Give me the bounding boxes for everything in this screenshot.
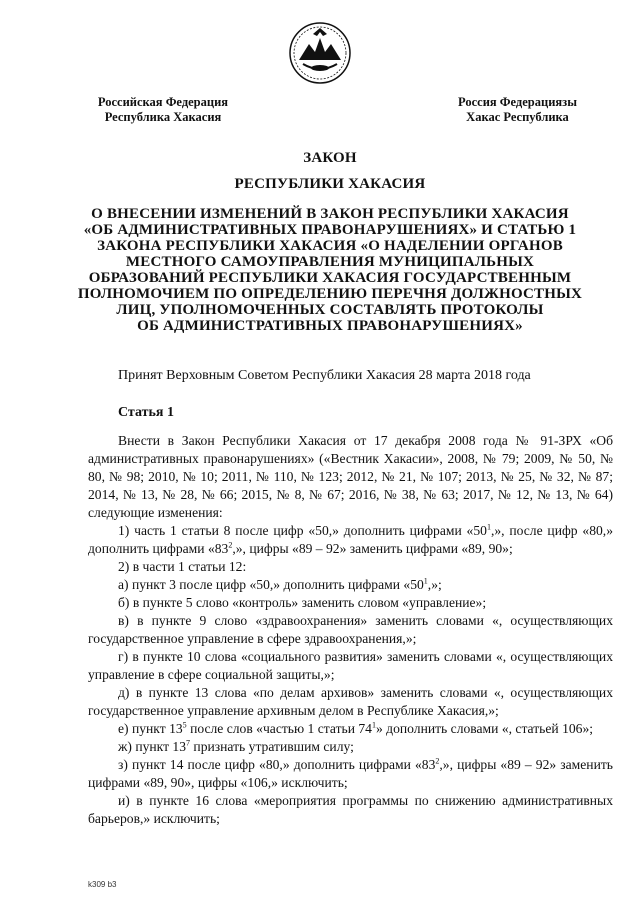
amendment-item-1 xyxy=(88,522,613,558)
subitem-i: и) в пункте 16 слова «мероприятия программы по снижению административных барьеров,» исключить; xyxy=(88,793,613,826)
text-fragment: е) пункт 13 xyxy=(118,721,183,736)
text-fragment: ,», цифры «89 – 92» заменить цифрами «89, 90», цифры «106,» исключить; xyxy=(88,757,613,790)
text-fragment: ж) пункт 13 xyxy=(118,739,187,754)
text-fragment: ,», цифры «89 – 92» заменить цифрами «89, 90»; xyxy=(232,541,513,556)
intro-paragraph: Внести в Закон Республики Хакасия от 17 декабря 2008 года № 91-ЗРХ «Об административных правонарушениях» («Вестник Хакасии», 2008, № 79; 2009, № 50, № 80, № 98; 2010, № 10; 2011, № 110, № 123; 2012, № 21, № 107; 2013, № 25, № 32, № 87; 2014, № 13, № 28, № 66; 2015, № 8, № 67; 2016, № 38, № 63; 2017, № 12, № 13, № 64) следующие изменения: xyxy=(88,433,613,520)
text-fragment: » дополнить словами «, статьей 106»; xyxy=(375,721,594,736)
law-title xyxy=(60,150,600,192)
superscript: 7 xyxy=(186,738,191,748)
document-code: k309 b3 xyxy=(88,880,117,889)
superscript: 2 xyxy=(435,756,440,766)
law-subject-line: МЕСТНОГО САМОУПРАВЛЕНИЯ МУНИЦИПАЛЬНЫХ xyxy=(125,254,535,270)
adoption-note: Принят Верховным Советом Республики Хакасия 28 марта 2018 года xyxy=(118,368,531,383)
superscript: 1 xyxy=(371,720,376,730)
superscript: 5 xyxy=(182,720,187,730)
law-title-line: РЕСПУБЛИКИ ХАКАСИЯ xyxy=(234,176,426,192)
law-subject xyxy=(60,206,600,334)
subitem-zh xyxy=(88,738,613,756)
header-country-kh: Россия Федерациязы xyxy=(458,95,577,109)
superscript: 1 xyxy=(486,522,491,532)
subitem-b: б) в пункте 5 слово «контроль» заменить словом «управление»; xyxy=(118,595,487,610)
subitem-g: г) в пункте 10 слова «социального развития» заменить словами «, осуществляющих управление в сфере социальной защиты,»; xyxy=(88,649,613,682)
law-subject-line: О ВНЕСЕНИИ ИЗМЕНЕНИЙ В ЗАКОН РЕСПУБЛИКИ ХАКАСИЯ xyxy=(91,206,569,222)
law-subject-line: ЛИЦ, УПОЛНОМОЧЕННЫХ СОСТАВЛЯТЬ ПРОТОКОЛЫ xyxy=(116,302,544,318)
header-republic-kh: Хакас Республика xyxy=(466,110,569,124)
header-left-block xyxy=(88,95,238,125)
text-fragment: ,», после цифр «80,» дополнить цифрами «83 xyxy=(88,523,613,556)
subitem-v: в) в пункте 9 слово «здравоохранения» заменить словами «, осуществляющих государственное управление в сфере здравоохранения,»; xyxy=(88,613,613,646)
text-fragment: признать утратившим силу; xyxy=(190,739,354,754)
header-republic-ru: Республика Хакасия xyxy=(104,110,222,124)
coat-of-arms-emblem xyxy=(287,20,353,86)
emblem-year-text: 1917 xyxy=(314,72,326,78)
law-subject-line: ОБ АДМИНИСТРАТИВНЫХ ПРАВОНАРУШЕНИЯХ» xyxy=(137,318,523,334)
article-body xyxy=(88,432,613,828)
subitem-z xyxy=(88,756,613,792)
law-subject-line: ОБРАЗОВАНИЙ РЕСПУБЛИКИ ХАКАСИЯ ГОСУДАРСТВЕННЫМ xyxy=(88,270,572,286)
amendment-item-2: 2) в части 1 статьи 12: xyxy=(118,559,247,574)
text-fragment: з) пункт 14 после цифр «80,» дополнить цифрами «83 xyxy=(118,757,436,772)
superscript: 1 xyxy=(423,576,428,586)
law-title-line: ЗАКОН xyxy=(303,150,357,166)
superscript: 2 xyxy=(228,540,233,550)
text-fragment: после слов «частью 1 статьи 74 xyxy=(186,721,372,736)
header-country-ru: Российская Федерация xyxy=(97,95,229,109)
text-fragment: 1) часть 1 статьи 8 после цифр «50,» дополнить цифрами «50 xyxy=(118,523,487,538)
text-fragment: а) пункт 3 после цифр «50,» дополнить цифрами «50 xyxy=(118,577,424,592)
coat-of-arms-icon xyxy=(287,20,353,86)
text-fragment: ,»; xyxy=(427,577,442,592)
subitem-e xyxy=(88,720,613,738)
law-subject-line: ПОЛНОМОЧИЕМ ПО ОПРЕДЕЛЕНИЮ ПЕРЕЧНЯ ДОЛЖНОСТНЫХ xyxy=(77,286,583,302)
law-subject-line: «ОБ АДМИНИСТРАТИВНЫХ ПРАВОНАРУШЕНИЯХ» И СТАТЬЮ 1 xyxy=(83,222,577,238)
law-subject-line: ЗАКОНА РЕСПУБЛИКИ ХАКАСИЯ «О НАДЕЛЕНИИ ОРГАНОВ xyxy=(97,238,563,254)
subitem-d: д) в пункте 13 слова «по делам архивов» заменить словами «, осуществляющих государственное управление архивным делом в Республике Хакасия,»; xyxy=(88,685,613,718)
header-right-block xyxy=(445,95,590,125)
article-heading: Статья 1 xyxy=(118,405,174,420)
subitem-a xyxy=(88,576,613,594)
